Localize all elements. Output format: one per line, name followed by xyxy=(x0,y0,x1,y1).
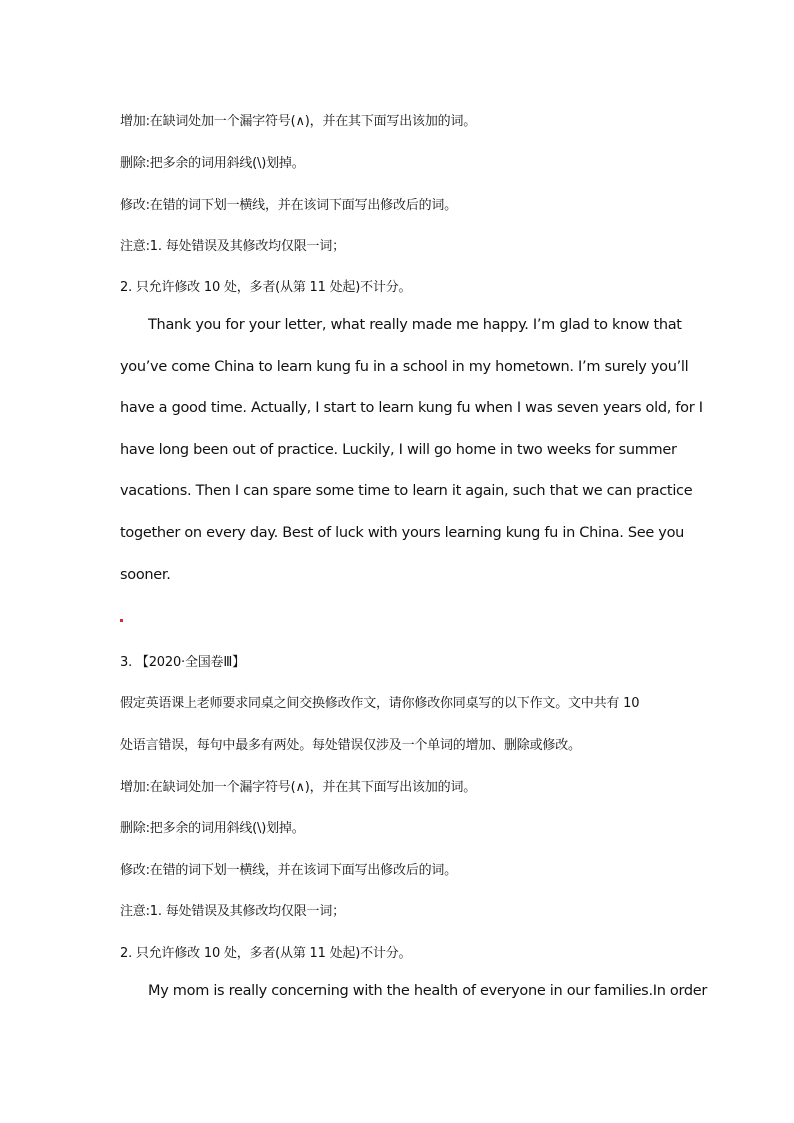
passage-line: you’ve come China to learn kung fu in a school in my hometown. I’m surely you’ll xyxy=(120,359,689,375)
intro-line-2: 处语言错误，每句中最多有两处。每处错误仅涉及一个单词的增加、删除或修改。 xyxy=(120,738,581,753)
delete-rule-text: 删除:把多余的词用斜线(\)划掉。 xyxy=(120,821,305,836)
note-line-1: 注意:1. 每处错误及其修改均仅限一词； xyxy=(120,904,345,919)
passage-line: My mom is really concerning with the health of everyone in our families.In order xyxy=(148,983,708,999)
modify-rule-text: 修改:在错的词下划一横线，并在该词下面写出修改后的词。 xyxy=(120,863,457,878)
passage-line: vacations. Then I can spare some time to learn it again, such that we can practice xyxy=(120,483,693,499)
red-dot-mark xyxy=(120,619,123,622)
passage-line: Thank you for your letter, what really made me happy. I’m glad to know that xyxy=(148,317,682,333)
note-line-1: 注意:1. 每处错误及其修改均仅限一词； xyxy=(120,239,345,254)
passage-line: have a good time. Actually, I start to learn kung fu when I was seven years old, for I xyxy=(120,400,703,416)
passage-line: sooner. xyxy=(120,567,171,583)
intro-line-1: 假定英语课上老师要求同桌之间交换修改作文，请你修改你同桌写的以下作文。文中共有 10 xyxy=(120,696,640,711)
question-heading: 3. 【2020·全国卷Ⅲ】 xyxy=(120,655,245,670)
passage-line: together on every day. Best of luck with yours learning kung fu in China. See you xyxy=(120,525,685,541)
modify-rule-text: 修改:在错的词下划一横线，并在该词下面写出修改后的词。 xyxy=(120,198,457,213)
passage-line: have long been out of practice. Luckily, I will go home in two weeks for summer xyxy=(120,442,677,458)
add-rule-text: 增加:在缺词处加一个漏字符号(∧)，并在其下面写出该加的词。 xyxy=(120,780,477,795)
add-rule-text: 增加:在缺词处加一个漏字符号(∧)，并在其下面写出该加的词。 xyxy=(120,114,477,129)
note-line-2: 2. 只允许修改 10 处，多者(从第 11 处起)不计分。 xyxy=(120,280,412,295)
delete-rule-text: 删除:把多余的词用斜线(\)划掉。 xyxy=(120,156,305,171)
note-line-2: 2. 只允许修改 10 处，多者(从第 11 处起)不计分。 xyxy=(120,946,412,961)
